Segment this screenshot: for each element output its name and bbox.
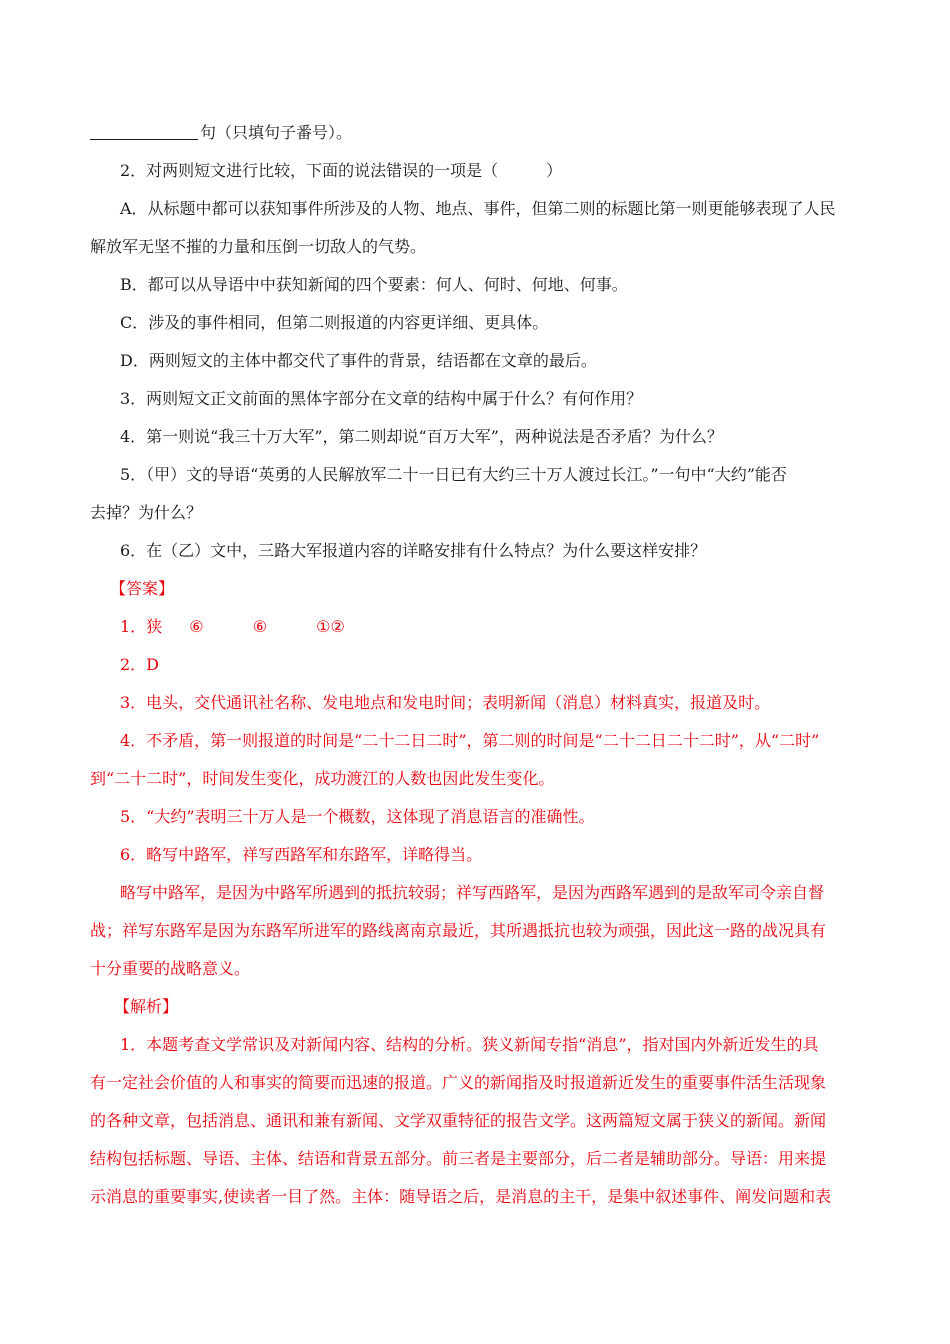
question-5: 5．（甲）文的导语“英勇的人民解放军二十一日已有大约三十万人渡过长江。”一句中“大约”能否: [120, 465, 787, 484]
analysis-heading: 【解析】: [114, 997, 179, 1016]
question-2-option-a: A．从标题中都可以获知事件所涉及的人物、地点、事件，但第二则的标题比第一则更能够表现了人民: [120, 199, 836, 218]
answer-4: 4．不矛盾，第一则报道的时间是“二十二日二时”，第二则的时间是“二十二日二十二时”，从“二时”: [120, 731, 820, 750]
question-6: 6．在（乙）文中，三路大军报道内容的详略安排有什么特点？为什么要这样安排？: [120, 541, 707, 560]
answer-6-explanation-3: 十分重要的战略意义。: [90, 959, 251, 978]
analysis-paragraph-1-line-3: 的各种文章，包括消息、通讯和兼有新闻、文学双重特征的报告文学。这两篇短文属于狭义的新闻。新闻: [90, 1111, 827, 1130]
question-2-option-d: D．两则短文的主体中都交代了事件的背景，结语都在文章的最后。: [120, 351, 597, 370]
question-4: 4．第一则说“我三十万大军”，第二则却说“百万大军”，两种说法是否矛盾？为什么？: [120, 427, 723, 446]
question-1-tail: 句（只填句子番号）。: [90, 122, 352, 144]
answer-6-explanation-1: 略写中路军，是因为中路军所遇到的抵抗较弱；祥写西路军，是因为西路军遇到的是敌军司令亲自督: [120, 883, 825, 902]
answer-6: 6．略写中路军，祥写西路军和东路军，详略得当。: [120, 845, 483, 864]
analysis-paragraph-1-line-4: 结构包括标题、导语、主体、结语和背景五部分。前三者是主要部分，后二者是辅助部分。导语：用来提: [90, 1149, 827, 1168]
analysis-paragraph-1: 1．本题考查文学常识及对新闻内容、结构的分析。狭义新闻专指“消息”，指对国内外新近发生的具: [120, 1035, 819, 1054]
analysis-paragraph-1-line-2: 有一定社会价值的人和事实的简要而迅速的报道。广义的新闻指及时报道新近发生的重要事件活生活现象: [90, 1073, 827, 1092]
answer-6-explanation-2: 战；祥写东路军是因为东路军所进军的路线离南京最近，其所遇抵抗也较为顽强，因此这一路的战况具有: [90, 921, 827, 940]
answer-1-part-3: ①②: [316, 617, 345, 636]
question-2-option-b: B．都可以从导语中中获知新闻的四个要素：何人、何时、何地、何事。: [120, 275, 628, 294]
question-3: 3．两则短文正文前面的黑体字部分在文章的结构中属于什么？有何作用？: [120, 389, 643, 408]
answer-2: 2．D: [120, 655, 160, 674]
answer-1-part-1: ⑥: [189, 617, 204, 636]
answer-5: 5．“大约”表明三十万人是一个概数，这体现了消息语言的准确性。: [120, 807, 595, 826]
answer-1-part-2: ⑥: [252, 617, 268, 636]
question-2: 2．对两则短文进行比较，下面的说法错误的一项是（ ）: [120, 161, 563, 180]
question-5-cont: 去掉？为什么？: [90, 503, 203, 522]
answer-4-cont: 到“二十二时”，时间发生变化，成功渡江的人数也因此发生变化。: [90, 769, 555, 788]
question-2-option-a-cont: 解放军无坚不摧的力量和压倒一切敌人的气势。: [90, 237, 427, 256]
fill-in-blank: [90, 123, 198, 140]
answer-1: [120, 616, 345, 638]
question-2-option-c: C．涉及的事件相同，但第二则报道的内容更详细、更具体。: [120, 313, 549, 332]
analysis-paragraph-1-line-5: 示消息的重要事实,使读者一目了然。主体：随导语之后，是消息的主干，是集中叙述事件、阐发问题和表: [90, 1187, 832, 1206]
answer-1-num: 1．狭: [120, 617, 163, 636]
answer-heading: 【答案】: [110, 579, 175, 598]
answer-3: 3．电头，交代通讯社名称、发电地点和发电时间；表明新闻（消息）材料真实，报道及时。: [120, 693, 771, 712]
